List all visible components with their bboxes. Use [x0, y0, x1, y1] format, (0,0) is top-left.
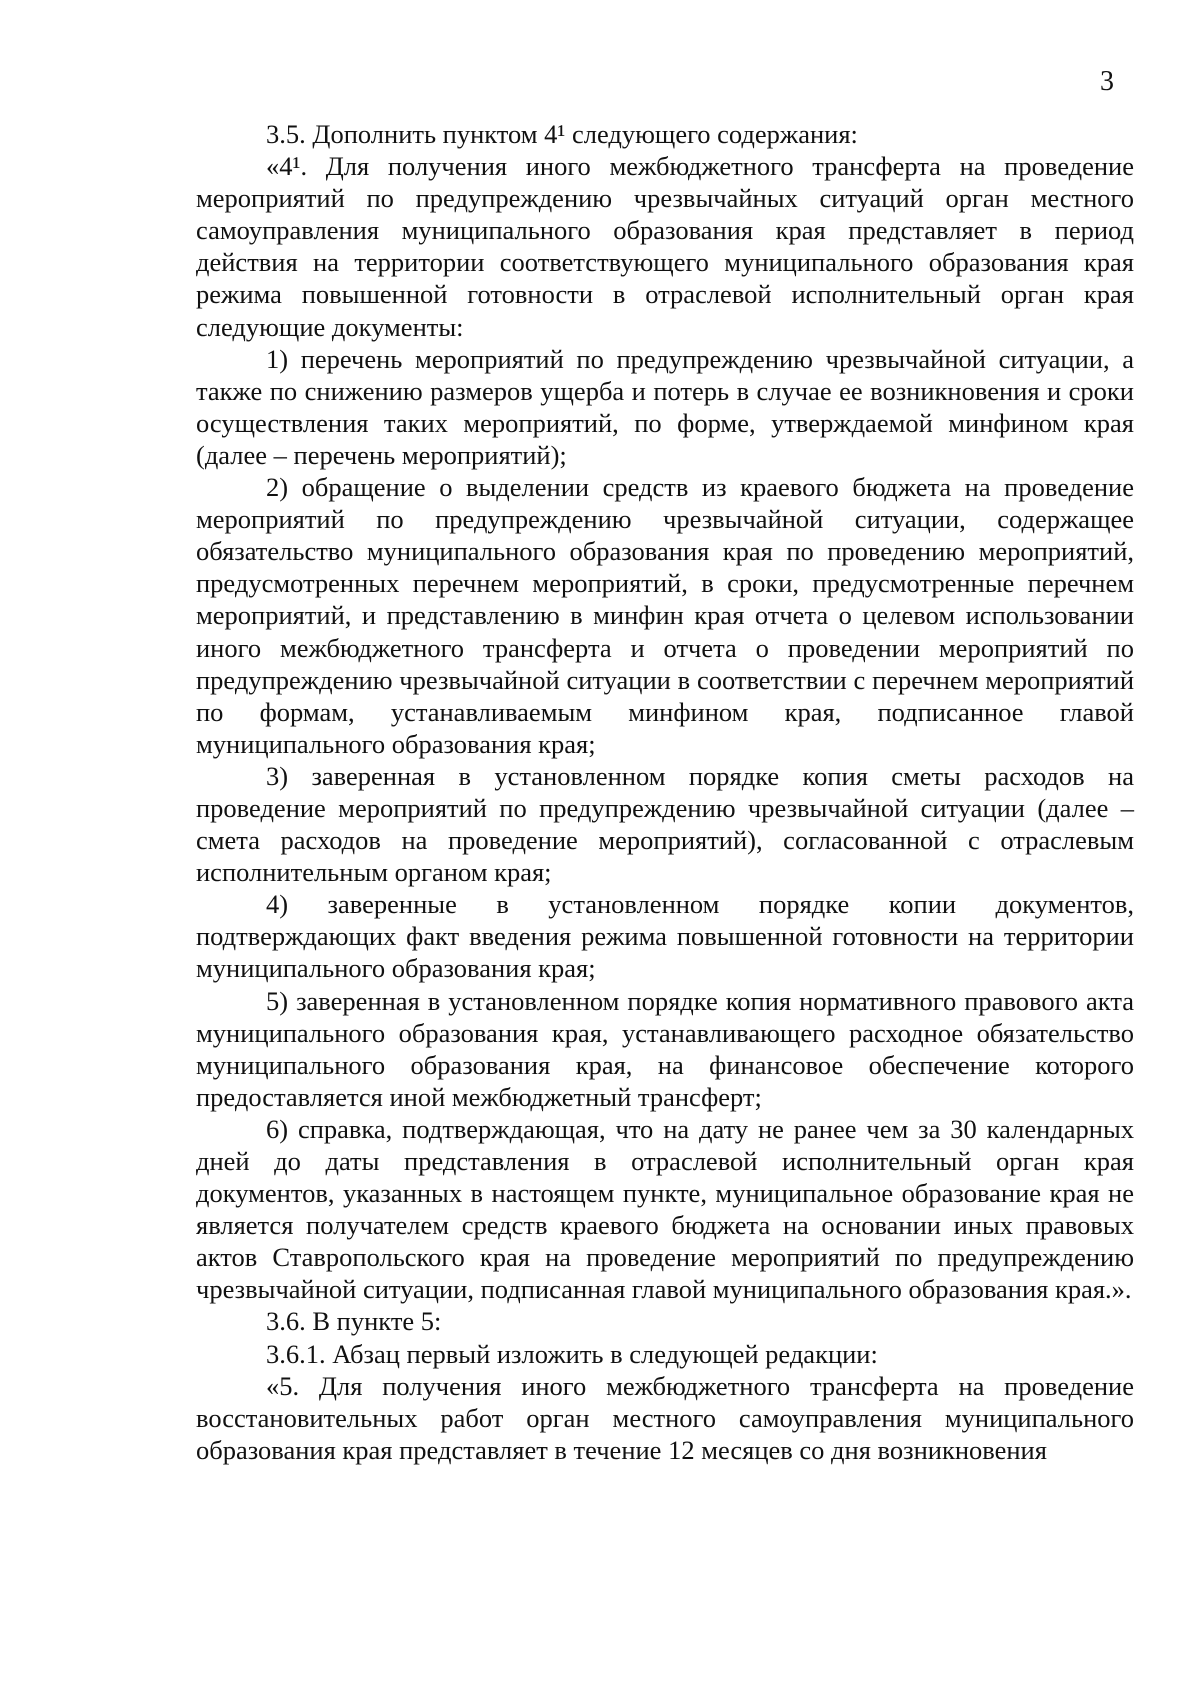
- list-item-1: 1) перечень мероприятий по предупреждению чрезвычайной ситуации, а также по снижению размеров ущерба и потерь в случае ее возникновения и сроки осуществления таких мероприятий, по форме, утверждаемой минфином края (далее – перечень мероприятий);: [196, 343, 1134, 470]
- list-item-5: 5) заверенная в установленном порядке копия нормативного правового акта муниципального образования края, устанавливающего расходное обязательство муниципального образования края, на финансовое обеспечение которого предоставляется иной межбюджетный трансферт;: [196, 985, 1134, 1112]
- paragraph-3-5: 3.5. Дополнить пунктом 4¹ следующего содержания:: [266, 119, 858, 149]
- list-item-3: 3) заверенная в установленном порядке копия сметы расходов на проведение мероприятий по предупреждению чрезвычайной ситуации (далее – смета расходов на проведение мероприятий), согласованной с отраслевым исполнительным органом края;: [196, 760, 1134, 888]
- list-item-4: 4) заверенные в установленном порядке копии документов, подтверждающих факт введения режима повышенной готовности на территории муниципального образования края;: [196, 889, 1134, 984]
- list-item-6: 6) справка, подтверждающая, что на дату не ранее чем за 30 календарных дней до даты представления в отраслевой исполнительный орган края документов, указанных в настоящем пункте, муниципальное образование края не является получателем средств краевого бюджета на основании иных правовых актов Ставропольского края на проведение мероприятий по предупреждению чрезвычайной ситуации, подписанная главой муниципального образования края.».: [196, 1113, 1134, 1305]
- document-body: [196, 118, 1134, 1466]
- paragraph-3-6: 3.6. В пункте 5:: [266, 1306, 442, 1337]
- paragraph-4-1-intro: «4¹. Для получения иного межбюджетного трансферта на проведение мероприятий по предупреждению чрезвычайных ситуаций орган местного самоуправления муниципального образования края представляет в период действия на территории соответствующего муниципального образования края режима повышенной готовности в отраслевой исполнительный орган края следующие документы:: [196, 151, 1134, 342]
- list-item-2: 2) обращение о выделении средств из краевого бюджета на проведение мероприятий по предупреждению чрезвычайной ситуации, содержащее обязательство муниципального образования края по проведению мероприятий, предусмотренных перечнем мероприятий, в сроки, предусмотренные перечнем мероприятий, и представлению в минфин края отчета о целевом использовании иного межбюджетного трансферта и отчета о проведении мероприятий по предупреждению чрезвычайной ситуации в соответствии с перечнем мероприятий по формам, устанавливаемым минфином края, подписанное главой муниципального образования края;: [196, 472, 1134, 759]
- page-number: 3: [1100, 66, 1114, 97]
- paragraph-3-6-1: 3.6.1. Абзац первый изложить в следующей редакции:: [266, 1338, 878, 1369]
- paragraph-5-start: «5. Для получения иного межбюджетного трансферта на проведение восстановительных работ орган местного самоуправления муниципального образования края представляет в течение 12 месяцев со дня возникновения: [196, 1370, 1134, 1465]
